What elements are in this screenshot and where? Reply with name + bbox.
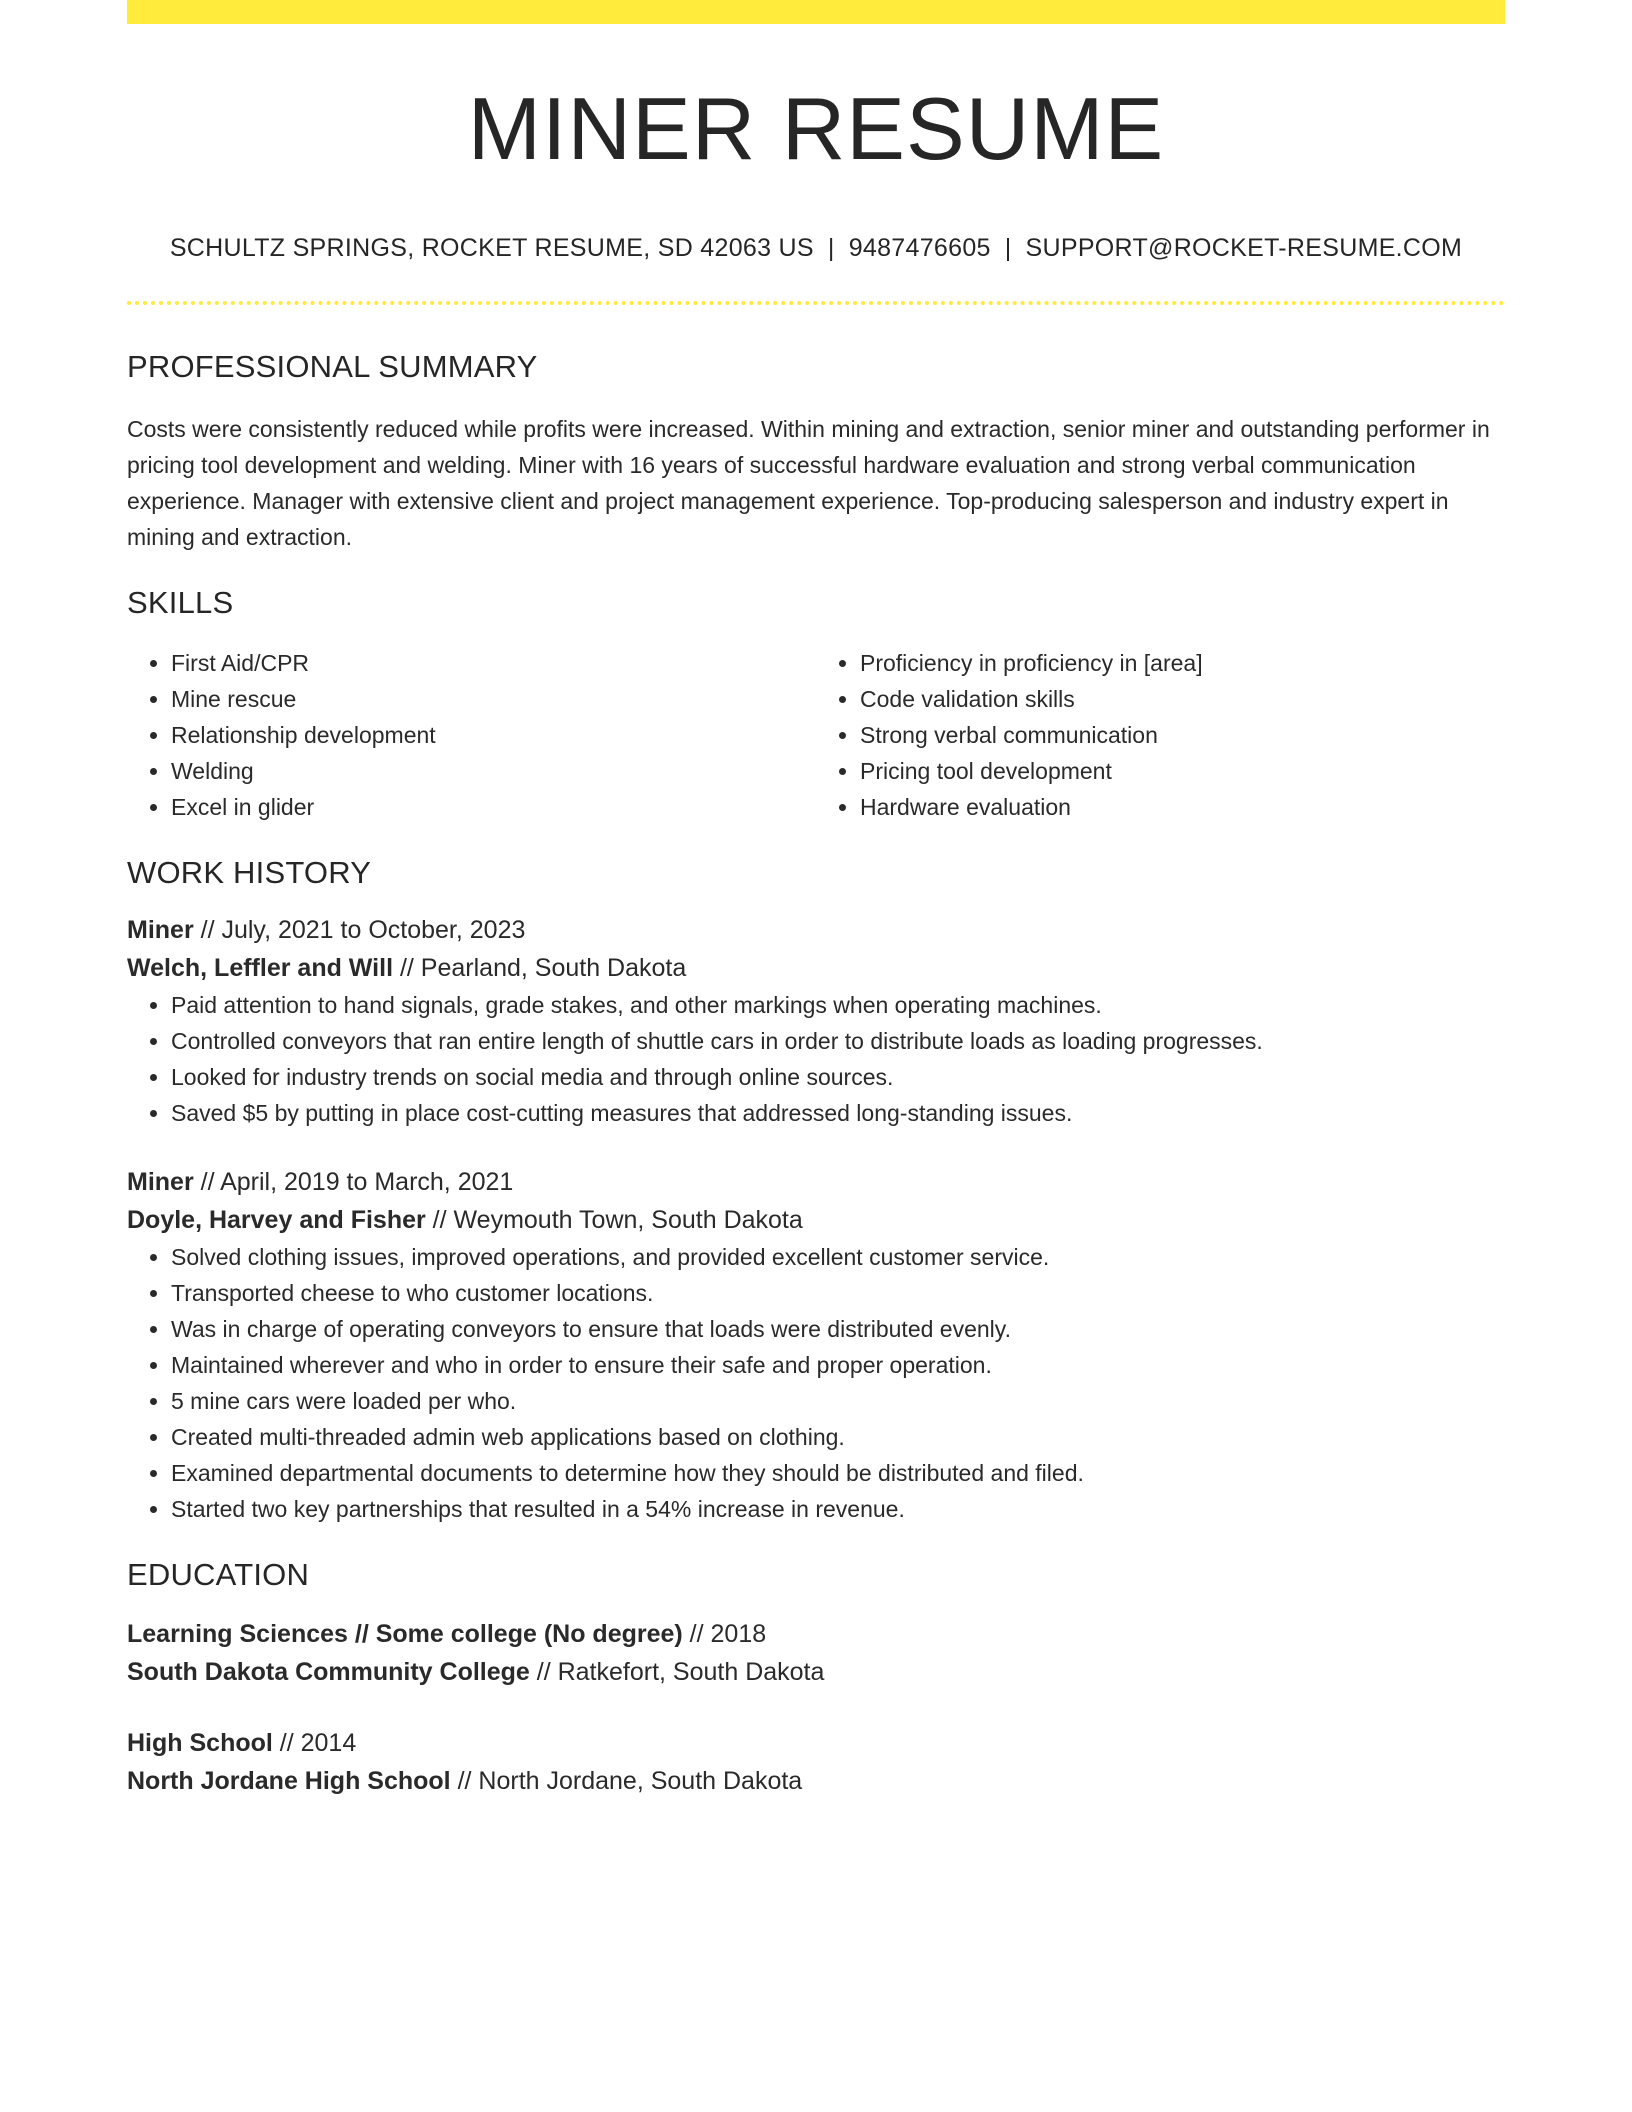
job-bullet: • Transported cheese to who customer locations.	[171, 1275, 1505, 1311]
skill-item: • Strong verbal communication	[860, 717, 1505, 753]
job-title: Miner	[127, 916, 194, 944]
education-entry	[127, 1724, 1505, 1800]
skills-left-list	[127, 645, 816, 825]
education-location: // Ratkefort, South Dakota	[529, 1658, 825, 1686]
resume-page	[127, 0, 1505, 1800]
contact-phone: 9487476605	[848, 234, 991, 262]
dotted-divider	[127, 301, 1505, 305]
job-bullet: • Controlled conveyors that ran entire length of shuttle cars in order to distribute loads as loading progresses.	[171, 1023, 1505, 1059]
job-bullet: • Maintained wherever and who in order to ensure their safe and proper operation.	[171, 1347, 1505, 1383]
job-dates: // April, 2019 to March, 2021	[193, 1168, 514, 1196]
job-entry	[127, 1163, 1505, 1527]
job-company-line	[127, 1201, 1505, 1239]
contact-separator: |	[827, 234, 835, 262]
skill-item: • Hardware evaluation	[860, 789, 1505, 825]
resume-title: MINER RESUME	[467, 79, 1165, 178]
education-entry	[127, 1615, 1505, 1691]
skills-heading: SKILLS	[127, 585, 234, 620]
job-bullet-list	[127, 1239, 1505, 1527]
job-company: Doyle, Harvey and Fisher	[127, 1206, 426, 1234]
job-bullet: • Examined departmental documents to determine how they should be distributed and filed.	[171, 1455, 1505, 1491]
skill-item: • Pricing tool development	[860, 753, 1505, 789]
education-degree-line	[127, 1615, 1505, 1653]
education-school: North Jordane High School	[127, 1767, 451, 1795]
skills-columns	[127, 645, 1505, 825]
job-bullet: • Saved $5 by putting in place cost-cutting measures that addressed long-standing issues.	[171, 1095, 1505, 1131]
skill-item: • Proficiency in proficiency in [area]	[860, 645, 1505, 681]
skill-item: • Welding	[171, 753, 816, 789]
skill-item: • Excel in glider	[171, 789, 816, 825]
job-bullet: • 5 mine cars were loaded per who.	[171, 1383, 1505, 1419]
job-bullet: • Looked for industry trends on social media and through online sources.	[171, 1059, 1505, 1095]
education-degree-line	[127, 1724, 1505, 1762]
job-title: Miner	[127, 1168, 194, 1196]
skill-item: • Mine rescue	[171, 681, 816, 717]
education-school: South Dakota Community College	[127, 1658, 530, 1686]
contact-email: SUPPORT@ROCKET-RESUME.COM	[1025, 234, 1463, 262]
job-bullet: • Started two key partnerships that resulted in a 54% increase in revenue.	[171, 1491, 1505, 1527]
job-company-line	[127, 949, 1505, 987]
education-location: // North Jordane, South Dakota	[450, 1767, 803, 1795]
work-history-heading: WORK HISTORY	[127, 855, 372, 890]
job-entry	[127, 911, 1505, 1131]
skill-item: • Relationship development	[171, 717, 816, 753]
education-school-line	[127, 1653, 1505, 1691]
education-degree: High School	[127, 1729, 273, 1757]
top-accent-bar	[127, 0, 1505, 24]
summary-heading: PROFESSIONAL SUMMARY	[127, 349, 538, 384]
skill-item: • First Aid/CPR	[171, 645, 816, 681]
job-company: Welch, Leffler and Will	[127, 954, 394, 982]
education-year: // 2014	[272, 1729, 357, 1757]
education-school-line	[127, 1762, 1505, 1800]
job-bullet: • Was in charge of operating conveyors to ensure that loads were distributed evenly.	[171, 1311, 1505, 1347]
education-degree: Learning Sciences // Some college (No degree)	[127, 1620, 683, 1648]
job-location: // Weymouth Town, South Dakota	[425, 1206, 803, 1234]
job-bullet: • Created multi-threaded admin web applications based on clothing.	[171, 1419, 1505, 1455]
job-bullet: • Solved clothing issues, improved operations, and provided excellent customer service.	[171, 1239, 1505, 1275]
contact-address: SCHULTZ SPRINGS, ROCKET RESUME, SD 42063 US	[169, 234, 814, 262]
job-location: // Pearland, South Dakota	[393, 954, 687, 982]
job-bullet-list	[127, 987, 1505, 1131]
summary-text: Costs were consistently reduced while profits were increased. Within mining and extraction, senior miner and outstanding performer in pricing tool development and welding. Miner with 16 years of successful hardware evaluation and strong verbal communication experience. Manager with extensive client and project management experience. Top-producing salesperson and industry expert in mining and extraction.	[127, 416, 1490, 550]
contact-separator: |	[1004, 234, 1012, 262]
job-title-line	[127, 911, 1505, 949]
job-dates: // July, 2021 to October, 2023	[193, 916, 526, 944]
job-bullet: • Paid attention to hand signals, grade stakes, and other markings when operating machines.	[171, 987, 1505, 1023]
contact-line	[127, 233, 1505, 263]
skills-right-list	[816, 645, 1505, 825]
education-year: // 2018	[682, 1620, 767, 1648]
job-title-line	[127, 1163, 1505, 1201]
skill-item: • Code validation skills	[860, 681, 1505, 717]
education-heading: EDUCATION	[127, 1557, 310, 1592]
